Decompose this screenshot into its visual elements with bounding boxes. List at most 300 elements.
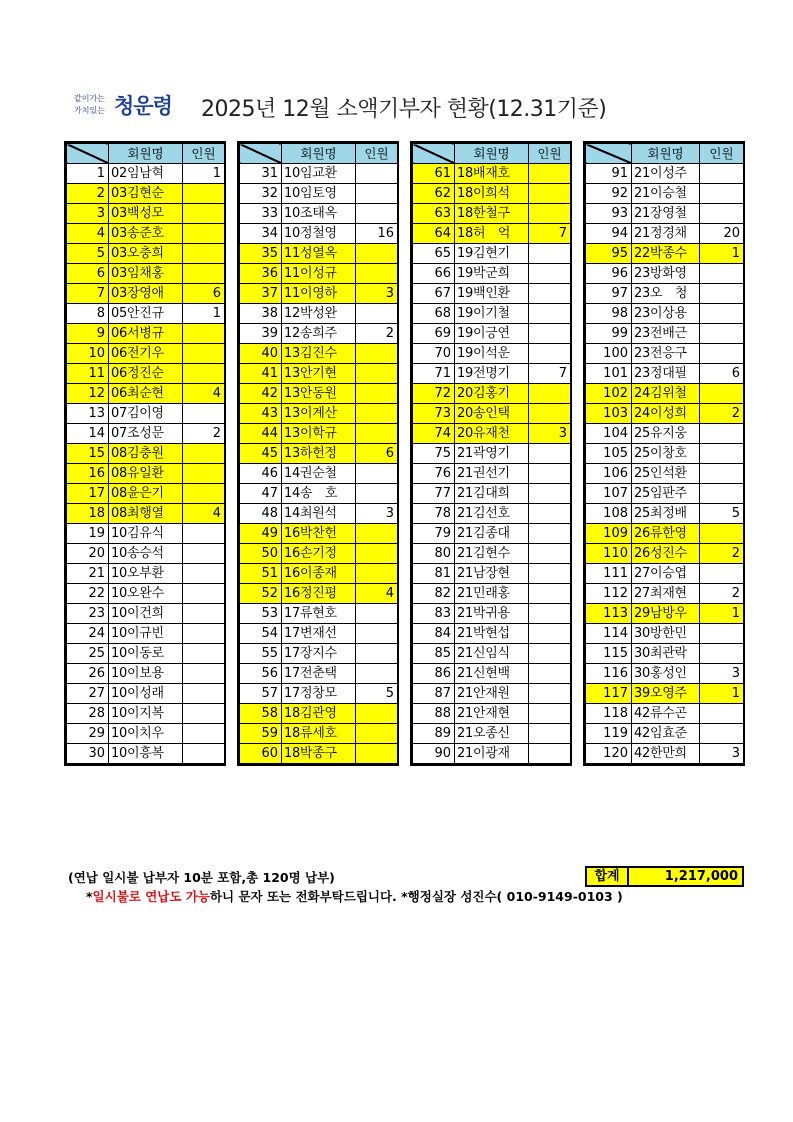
row-number: 30 — [67, 744, 109, 764]
table-row — [413, 684, 571, 704]
logo-tagline-2: 가치있는 — [74, 106, 105, 115]
member-name: 19이기철 — [455, 304, 529, 324]
member-count — [700, 204, 744, 224]
row-number: 34 — [240, 224, 282, 244]
row-number: 57 — [240, 684, 282, 704]
table-row — [413, 724, 571, 744]
row-number: 56 — [240, 664, 282, 684]
table-row — [586, 304, 744, 324]
table-row — [586, 504, 744, 524]
member-name: 03오충희 — [109, 244, 183, 264]
table-row — [586, 184, 744, 204]
member-count — [529, 284, 571, 304]
member-count — [529, 744, 571, 764]
member-name: 08유일환 — [109, 464, 183, 484]
row-number: 24 — [67, 624, 109, 644]
table-row — [240, 344, 398, 364]
row-number: 23 — [67, 604, 109, 624]
member-count — [183, 324, 225, 344]
table-row — [240, 744, 398, 764]
member-name: 30방한민 — [632, 624, 700, 644]
member-count — [529, 304, 571, 324]
row-number: 49 — [240, 524, 282, 544]
member-name: 13하헌정 — [282, 444, 356, 464]
member-name: 25임판주 — [632, 484, 700, 504]
member-count: 5 — [356, 684, 398, 704]
row-number: 73 — [413, 404, 455, 424]
row-number: 83 — [413, 604, 455, 624]
table-row — [240, 584, 398, 604]
row-number: 79 — [413, 524, 455, 544]
table-row — [67, 164, 225, 184]
member-count — [529, 604, 571, 624]
contact-note-prefix: * — [86, 889, 93, 904]
header-count-cell: 인원 — [183, 144, 225, 164]
row-number: 32 — [240, 184, 282, 204]
member-count — [700, 524, 744, 544]
row-number: 4 — [67, 224, 109, 244]
table-row — [413, 424, 571, 444]
row-number: 38 — [240, 304, 282, 324]
member-name: 18김관영 — [282, 704, 356, 724]
header-corner-cell — [240, 144, 282, 164]
member-count: 2 — [183, 424, 225, 444]
table-row — [413, 564, 571, 584]
table-row — [67, 604, 225, 624]
member-count — [183, 624, 225, 644]
table-row — [413, 324, 571, 344]
table-row — [413, 664, 571, 684]
header-name-cell: 회원명 — [282, 144, 356, 164]
table-row — [586, 644, 744, 664]
member-name: 21안재현 — [455, 704, 529, 724]
member-name: 11성열옥 — [282, 244, 356, 264]
table-row — [240, 604, 398, 624]
member-name: 07김이영 — [109, 404, 183, 424]
member-count — [183, 224, 225, 244]
row-number: 1 — [67, 164, 109, 184]
row-number: 42 — [240, 384, 282, 404]
table-row — [586, 224, 744, 244]
member-count — [356, 264, 398, 284]
member-count — [700, 564, 744, 584]
row-number: 33 — [240, 204, 282, 224]
member-name: 10이흥복 — [109, 744, 183, 764]
member-name: 18배재호 — [455, 164, 529, 184]
table-row — [413, 544, 571, 564]
total-label: 합계 — [587, 868, 629, 885]
member-name: 26성진수 — [632, 544, 700, 564]
row-number: 104 — [586, 424, 632, 444]
table-row — [67, 224, 225, 244]
member-name: 18한철구 — [455, 204, 529, 224]
table-row — [240, 184, 398, 204]
member-name: 10이치우 — [109, 724, 183, 744]
member-count: 3 — [356, 504, 398, 524]
row-number: 76 — [413, 464, 455, 484]
row-number: 114 — [586, 624, 632, 644]
table-row — [240, 464, 398, 484]
row-number: 28 — [67, 704, 109, 724]
member-count: 2 — [356, 324, 398, 344]
member-name: 16손기정 — [282, 544, 356, 564]
member-name: 21권선기 — [455, 464, 529, 484]
table-row — [586, 204, 744, 224]
table-row — [240, 424, 398, 444]
member-count — [529, 504, 571, 524]
member-name: 18류세호 — [282, 724, 356, 744]
table-row — [67, 424, 225, 444]
table-row — [586, 584, 744, 604]
table-row — [240, 284, 398, 304]
contact-note-highlight: 일시불로 연납도 가능 — [92, 889, 210, 904]
table-row — [67, 704, 225, 724]
member-name: 21이승철 — [632, 184, 700, 204]
row-number: 51 — [240, 564, 282, 584]
member-count: 1 — [700, 244, 744, 264]
table-row — [67, 684, 225, 704]
table-row — [413, 524, 571, 544]
table-row — [240, 704, 398, 724]
table-row — [413, 644, 571, 664]
member-name: 13이학규 — [282, 424, 356, 444]
table-row — [67, 244, 225, 264]
table-row — [67, 724, 225, 744]
table-row — [413, 364, 571, 384]
member-name: 21김현수 — [455, 544, 529, 564]
row-number: 75 — [413, 444, 455, 464]
member-name: 21오종신 — [455, 724, 529, 744]
member-count — [356, 544, 398, 564]
member-count — [529, 724, 571, 744]
member-count: 20 — [700, 224, 744, 244]
header-name-cell: 회원명 — [632, 144, 700, 164]
row-number: 53 — [240, 604, 282, 624]
member-name: 25유지웅 — [632, 424, 700, 444]
member-name: 21이광재 — [455, 744, 529, 764]
member-count — [700, 264, 744, 284]
member-count: 6 — [356, 444, 398, 464]
member-count: 3 — [529, 424, 571, 444]
table-row — [240, 564, 398, 584]
row-number: 112 — [586, 584, 632, 604]
member-name: 10이규빈 — [109, 624, 183, 644]
member-count — [700, 184, 744, 204]
table-row — [240, 624, 398, 644]
table-row — [240, 404, 398, 424]
member-count: 3 — [700, 664, 744, 684]
member-count — [356, 744, 398, 764]
row-number: 71 — [413, 364, 455, 384]
member-count — [700, 344, 744, 364]
row-number: 96 — [586, 264, 632, 284]
row-number: 50 — [240, 544, 282, 564]
table-row — [586, 524, 744, 544]
member-count — [183, 464, 225, 484]
table-row — [67, 324, 225, 344]
header-count-cell: 인원 — [356, 144, 398, 164]
row-number: 43 — [240, 404, 282, 424]
member-name: 10송승석 — [109, 544, 183, 564]
member-count — [183, 404, 225, 424]
member-name: 27최재현 — [632, 584, 700, 604]
table-row — [67, 484, 225, 504]
member-count — [356, 244, 398, 264]
member-name: 23정대필 — [632, 364, 700, 384]
header-corner-cell — [67, 144, 109, 164]
member-name: 17장지수 — [282, 644, 356, 664]
table-row — [586, 324, 744, 344]
row-number: 9 — [67, 324, 109, 344]
member-name: 08윤은기 — [109, 484, 183, 504]
row-number: 31 — [240, 164, 282, 184]
member-name: 06정진순 — [109, 364, 183, 384]
row-number: 68 — [413, 304, 455, 324]
row-number: 72 — [413, 384, 455, 404]
member-name: 39오영주 — [632, 684, 700, 704]
row-number: 109 — [586, 524, 632, 544]
table-row — [67, 364, 225, 384]
row-number: 19 — [67, 524, 109, 544]
row-number: 62 — [413, 184, 455, 204]
table-row — [67, 464, 225, 484]
table-row — [240, 484, 398, 504]
row-number: 25 — [67, 644, 109, 664]
table-row — [240, 724, 398, 744]
total-summary — [585, 866, 744, 887]
row-number: 47 — [240, 484, 282, 504]
row-number: 26 — [67, 664, 109, 684]
table-row — [586, 264, 744, 284]
row-number: 77 — [413, 484, 455, 504]
row-number: 84 — [413, 624, 455, 644]
table-row — [67, 524, 225, 544]
table-row — [240, 204, 398, 224]
row-number: 8 — [67, 304, 109, 324]
member-count — [700, 464, 744, 484]
member-count: 2 — [700, 584, 744, 604]
member-count — [529, 204, 571, 224]
row-number: 54 — [240, 624, 282, 644]
table-row — [586, 544, 744, 564]
member-count — [356, 624, 398, 644]
row-number: 22 — [67, 584, 109, 604]
member-name: 25인석환 — [632, 464, 700, 484]
row-number: 102 — [586, 384, 632, 404]
row-number: 78 — [413, 504, 455, 524]
member-name: 05안진규 — [109, 304, 183, 324]
member-name: 06최순현 — [109, 384, 183, 404]
table-row — [67, 664, 225, 684]
row-number: 120 — [586, 744, 632, 764]
row-number: 108 — [586, 504, 632, 524]
member-name: 21신임식 — [455, 644, 529, 664]
member-name: 06서병규 — [109, 324, 183, 344]
contact-note-text: 하니 문자 또는 전화부탁드립니다. *행정실장 성진수( 010-9149-0103 ) — [209, 889, 623, 904]
member-name: 18이희석 — [455, 184, 529, 204]
member-count — [529, 384, 571, 404]
member-name: 19이석운 — [455, 344, 529, 364]
member-count — [529, 564, 571, 584]
row-number: 85 — [413, 644, 455, 664]
member-name: 12송희주 — [282, 324, 356, 344]
member-name: 23방화영 — [632, 264, 700, 284]
member-count — [356, 524, 398, 544]
member-count — [183, 264, 225, 284]
row-number: 106 — [586, 464, 632, 484]
row-number: 67 — [413, 284, 455, 304]
row-number: 44 — [240, 424, 282, 444]
member-count — [183, 564, 225, 584]
table-row — [67, 344, 225, 364]
member-count — [529, 184, 571, 204]
member-count — [183, 484, 225, 504]
row-number: 10 — [67, 344, 109, 364]
row-number: 2 — [67, 184, 109, 204]
table-row — [413, 404, 571, 424]
table-row — [240, 544, 398, 564]
member-count — [700, 484, 744, 504]
member-count — [183, 584, 225, 604]
table-row — [413, 284, 571, 304]
member-count — [529, 484, 571, 504]
donor-table-1 — [64, 141, 226, 766]
contact-note — [86, 887, 623, 905]
member-count — [356, 604, 398, 624]
member-count: 1 — [183, 304, 225, 324]
member-count — [700, 624, 744, 644]
member-name: 25최정배 — [632, 504, 700, 524]
row-number: 46 — [240, 464, 282, 484]
table-row — [586, 424, 744, 444]
total-value: 1,217,000 — [664, 869, 738, 884]
row-number: 98 — [586, 304, 632, 324]
member-count: 1 — [183, 164, 225, 184]
member-name: 08김충원 — [109, 444, 183, 464]
member-count: 4 — [183, 504, 225, 524]
member-name: 10조태옥 — [282, 204, 356, 224]
member-name: 12박성완 — [282, 304, 356, 324]
table-row — [67, 204, 225, 224]
member-count: 6 — [183, 284, 225, 304]
table-row — [67, 444, 225, 464]
table-row — [586, 664, 744, 684]
row-number: 93 — [586, 204, 632, 224]
member-count: 6 — [700, 364, 744, 384]
member-name: 21박현섭 — [455, 624, 529, 644]
member-count: 3 — [356, 284, 398, 304]
member-count — [700, 444, 744, 464]
table-header-row — [413, 144, 571, 164]
member-name: 30홍성인 — [632, 664, 700, 684]
member-name: 20송인택 — [455, 404, 529, 424]
member-count — [529, 524, 571, 544]
table-row — [413, 584, 571, 604]
member-count — [356, 164, 398, 184]
member-count — [356, 304, 398, 324]
member-name: 03김현순 — [109, 184, 183, 204]
row-number: 69 — [413, 324, 455, 344]
table-row — [413, 184, 571, 204]
table-row — [67, 544, 225, 564]
member-name: 19김현기 — [455, 244, 529, 264]
member-name: 42한만희 — [632, 744, 700, 764]
table-row — [240, 684, 398, 704]
member-count — [183, 744, 225, 764]
member-name: 21박귀용 — [455, 604, 529, 624]
row-number: 119 — [586, 724, 632, 744]
row-number: 94 — [586, 224, 632, 244]
member-count — [356, 644, 398, 664]
header-count-cell: 인원 — [700, 144, 744, 164]
row-number: 11 — [67, 364, 109, 384]
member-name: 21남장현 — [455, 564, 529, 584]
table-row — [413, 244, 571, 264]
table-row — [413, 604, 571, 624]
member-count — [700, 284, 744, 304]
table-row — [586, 624, 744, 644]
member-name: 10정철영 — [282, 224, 356, 244]
table-row — [67, 404, 225, 424]
table-row — [413, 444, 571, 464]
table-row — [586, 284, 744, 304]
table-row — [67, 184, 225, 204]
member-count — [356, 404, 398, 424]
table-row — [240, 264, 398, 284]
table-row — [586, 244, 744, 264]
row-number: 103 — [586, 404, 632, 424]
member-count — [183, 184, 225, 204]
member-count — [356, 724, 398, 744]
member-count — [356, 664, 398, 684]
member-count — [700, 704, 744, 724]
row-number: 36 — [240, 264, 282, 284]
table-row — [67, 744, 225, 764]
header-count-cell: 인원 — [529, 144, 571, 164]
member-name: 21민래홍 — [455, 584, 529, 604]
row-number: 16 — [67, 464, 109, 484]
member-name: 24김위철 — [632, 384, 700, 404]
member-count — [183, 344, 225, 364]
row-number: 52 — [240, 584, 282, 604]
row-number: 5 — [67, 244, 109, 264]
member-name: 21신현백 — [455, 664, 529, 684]
member-count — [529, 464, 571, 484]
table-row — [413, 344, 571, 364]
payment-note: (연납 일시불 납부자 10분 포함,총 120명 납부) — [68, 870, 335, 885]
row-number: 117 — [586, 684, 632, 704]
member-count — [356, 204, 398, 224]
member-count — [356, 184, 398, 204]
member-name: 14권순철 — [282, 464, 356, 484]
member-name: 42임효준 — [632, 724, 700, 744]
table-row — [586, 464, 744, 484]
member-name: 23오 청 — [632, 284, 700, 304]
member-count — [529, 544, 571, 564]
table-row — [586, 444, 744, 464]
row-number: 118 — [586, 704, 632, 724]
table-row — [67, 564, 225, 584]
table-row — [240, 664, 398, 684]
row-number: 17 — [67, 484, 109, 504]
member-count: 2 — [700, 404, 744, 424]
member-count — [529, 644, 571, 664]
member-name: 21이성주 — [632, 164, 700, 184]
member-name: 03송준호 — [109, 224, 183, 244]
member-name: 18박종구 — [282, 744, 356, 764]
member-name: 22박종수 — [632, 244, 700, 264]
member-name: 03장영애 — [109, 284, 183, 304]
